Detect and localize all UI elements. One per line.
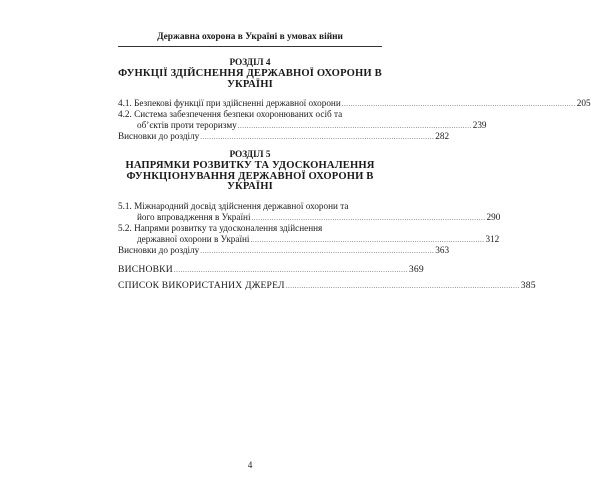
toc-entry-text: державної охорони в Україні (137, 234, 250, 244)
section-4-title-line-2: УКРАЇНІ (227, 78, 273, 90)
section-4-heading (118, 58, 382, 90)
header-rule (118, 46, 382, 47)
toc-entry-conclusions[interactable] (118, 264, 424, 275)
toc-entry-text: ВИСНОВКИ (118, 264, 173, 275)
toc-entry-references[interactable] (118, 280, 536, 291)
toc-leader-dots: ........................................................................................................ (173, 266, 408, 274)
toc-entry-5-conclusions[interactable] (118, 245, 450, 256)
section-5-number: РОЗДІЛ 5 (229, 150, 271, 160)
toc-page-number: 282 (435, 131, 450, 141)
toc-leader-dots: ........................................................................................................ (237, 122, 472, 130)
toc-page-number: 205 (576, 98, 591, 108)
toc-entry-5-2[interactable] (118, 234, 500, 245)
toc-entry-4-conclusions[interactable] (118, 131, 450, 142)
page-number: 4 (247, 460, 253, 470)
toc-entry-text: Висновки до розділу (118, 131, 200, 141)
toc-leader-dots: ........................................................................................................ (285, 282, 520, 290)
toc-leader-dots: ........................................................................................................ (200, 133, 435, 141)
toc-entry-5-2-line-1[interactable]: 5.2. Напрями розвитку та удосконалення здійснення (118, 223, 323, 233)
toc-page-number: 290 (486, 212, 501, 222)
toc-page-number: 239 (472, 120, 487, 130)
toc-page-number: 385 (520, 280, 536, 291)
section-5-title-line-3: УКРАЇНІ (227, 181, 273, 193)
toc-entry-4-1[interactable] (118, 98, 591, 109)
section-5-title-line-2: ФУНКЦІОНУВАННЯ ДЕРЖАВНОЇ ОХОРОНИ В (126, 170, 374, 182)
toc-entry-text: його впровадження в Україні (137, 212, 251, 222)
toc-leader-dots: ........................................................................................................ (200, 247, 435, 255)
toc-entry-text: Висновки до розділу (118, 245, 200, 255)
running-header: Державна охорона в Україні в умовах війни (157, 32, 343, 42)
toc-entry-text: об’єктів проти тероризму (137, 120, 237, 130)
toc-entry-text: 4.1. Безпекові функції при здійсненні державної охорони (118, 98, 341, 108)
toc-leader-dots: ........................................................................................................ (251, 214, 486, 222)
section-5-title-line-1: НАПРЯМКИ РОЗВИТКУ ТА УДОСКОНАЛЕННЯ (125, 159, 375, 171)
toc-page-number: 363 (435, 245, 450, 255)
toc-entry-5-1[interactable] (118, 212, 501, 223)
section-5-heading (118, 150, 382, 193)
section-4-number: РОЗДІЛ 4 (229, 58, 271, 68)
toc-page-number: 369 (408, 264, 424, 275)
toc-entry-4-2[interactable] (118, 120, 487, 131)
section-4-title-line-1: ФУНКЦІЇ ЗДІЙСНЕННЯ ДЕРЖАВНОЇ ОХОРОНИ В (118, 67, 382, 79)
toc-leader-dots: ........................................................................................................ (250, 236, 485, 244)
toc-page-number: 312 (485, 234, 500, 244)
toc-entry-text: СПИСОК ВИКОРИСТАНИХ ДЖЕРЕЛ (118, 280, 285, 291)
toc-entry-4-2-line-1[interactable]: 4.2. Система забезпечення безпеки охоронюваних осіб та (118, 109, 343, 119)
toc-entry-5-1-line-1[interactable]: 5.1. Міжнародний досвід здійснення державної охорони та (118, 201, 349, 211)
toc-leader-dots: ........................................................................................................ (341, 100, 576, 108)
